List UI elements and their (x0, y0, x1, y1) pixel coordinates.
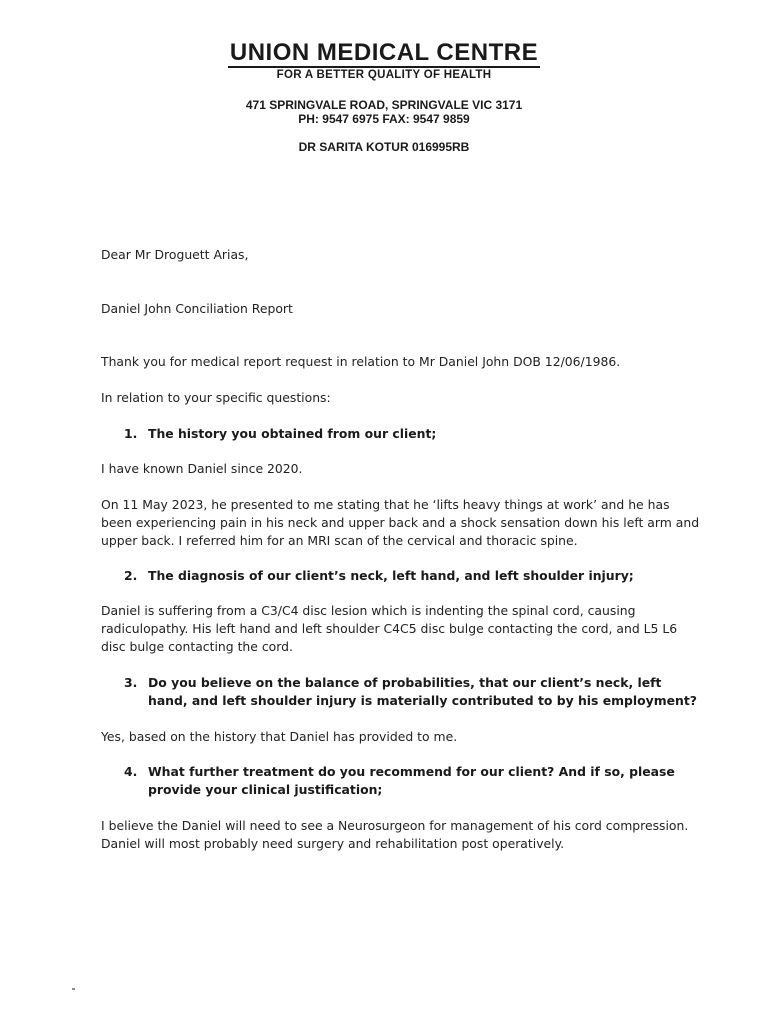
scan-speck (72, 988, 75, 990)
question-text: What further treatment do you recommend for our client? And if so, please provide your clinical justification; (148, 764, 675, 797)
question-text: The diagnosis of our client’s neck, left hand, and left shoulder injury; (148, 568, 634, 583)
subject-line: Daniel John Conciliation Report (101, 301, 293, 316)
question-4 (124, 763, 704, 799)
question-number: 2. (124, 568, 138, 583)
answer-paragraph: Yes, based on the history that Daniel has provided to me. (101, 729, 458, 744)
question-text: Do you believe on the balance of probabilities, that our client’s neck, left hand, and left shoulder injury is materially contributed to by his employment? (148, 675, 697, 708)
answer-paragraph: I believe the Daniel will need to see a Neurosurgeon for management of his cord compression. Daniel will most probably need surgery and rehabilitation post operatively. (101, 818, 689, 851)
doctor-name: DR SARITA KOTUR 016995RB (298, 140, 470, 154)
intro-paragraph: Thank you for medical report request in relation to Mr Daniel John DOB 12/06/1986. (101, 354, 621, 369)
question-number: 1. (124, 426, 138, 441)
lead-in-paragraph: In relation to your specific questions: (101, 390, 331, 405)
organization-tagline: FOR A BETTER QUALITY OF HEALTH (276, 69, 492, 81)
question-1 (124, 425, 704, 443)
answer-paragraph: I have known Daniel since 2020. (101, 461, 303, 476)
organization-phone-fax: PH: 9547 6975 FAX: 9547 9859 (298, 112, 470, 126)
question-text: The history you obtained from our client; (148, 426, 437, 441)
answer-paragraph: Daniel is suffering from a C3/C4 disc lesion which is indenting the spinal cord, causing radiculopathy. His left hand and left shoulder C4C5 disc bulge contacting the cord, and L5 L6 disc bulge contacting the cord. (101, 603, 678, 654)
salutation: Dear Mr Droguett Arias, (101, 247, 249, 262)
organization-address: 471 SPRINGVALE ROAD, SPRINGVALE VIC 3171 (245, 98, 523, 112)
question-2 (124, 567, 704, 585)
answer-paragraph: On 11 May 2023, he presented to me stating that he ‘lifts heavy things at work’ and he has been experiencing pain in his neck and upper back and a shock sensation down his left arm and upper back. I referred him for an MRI scan of the cervical and thoracic spine. (101, 497, 700, 548)
organization-name: UNION MEDICAL CENTRE (229, 39, 539, 66)
question-3 (124, 674, 704, 710)
question-number: 3. (124, 675, 138, 690)
question-number: 4. (124, 764, 138, 779)
letterhead (0, 40, 768, 154)
